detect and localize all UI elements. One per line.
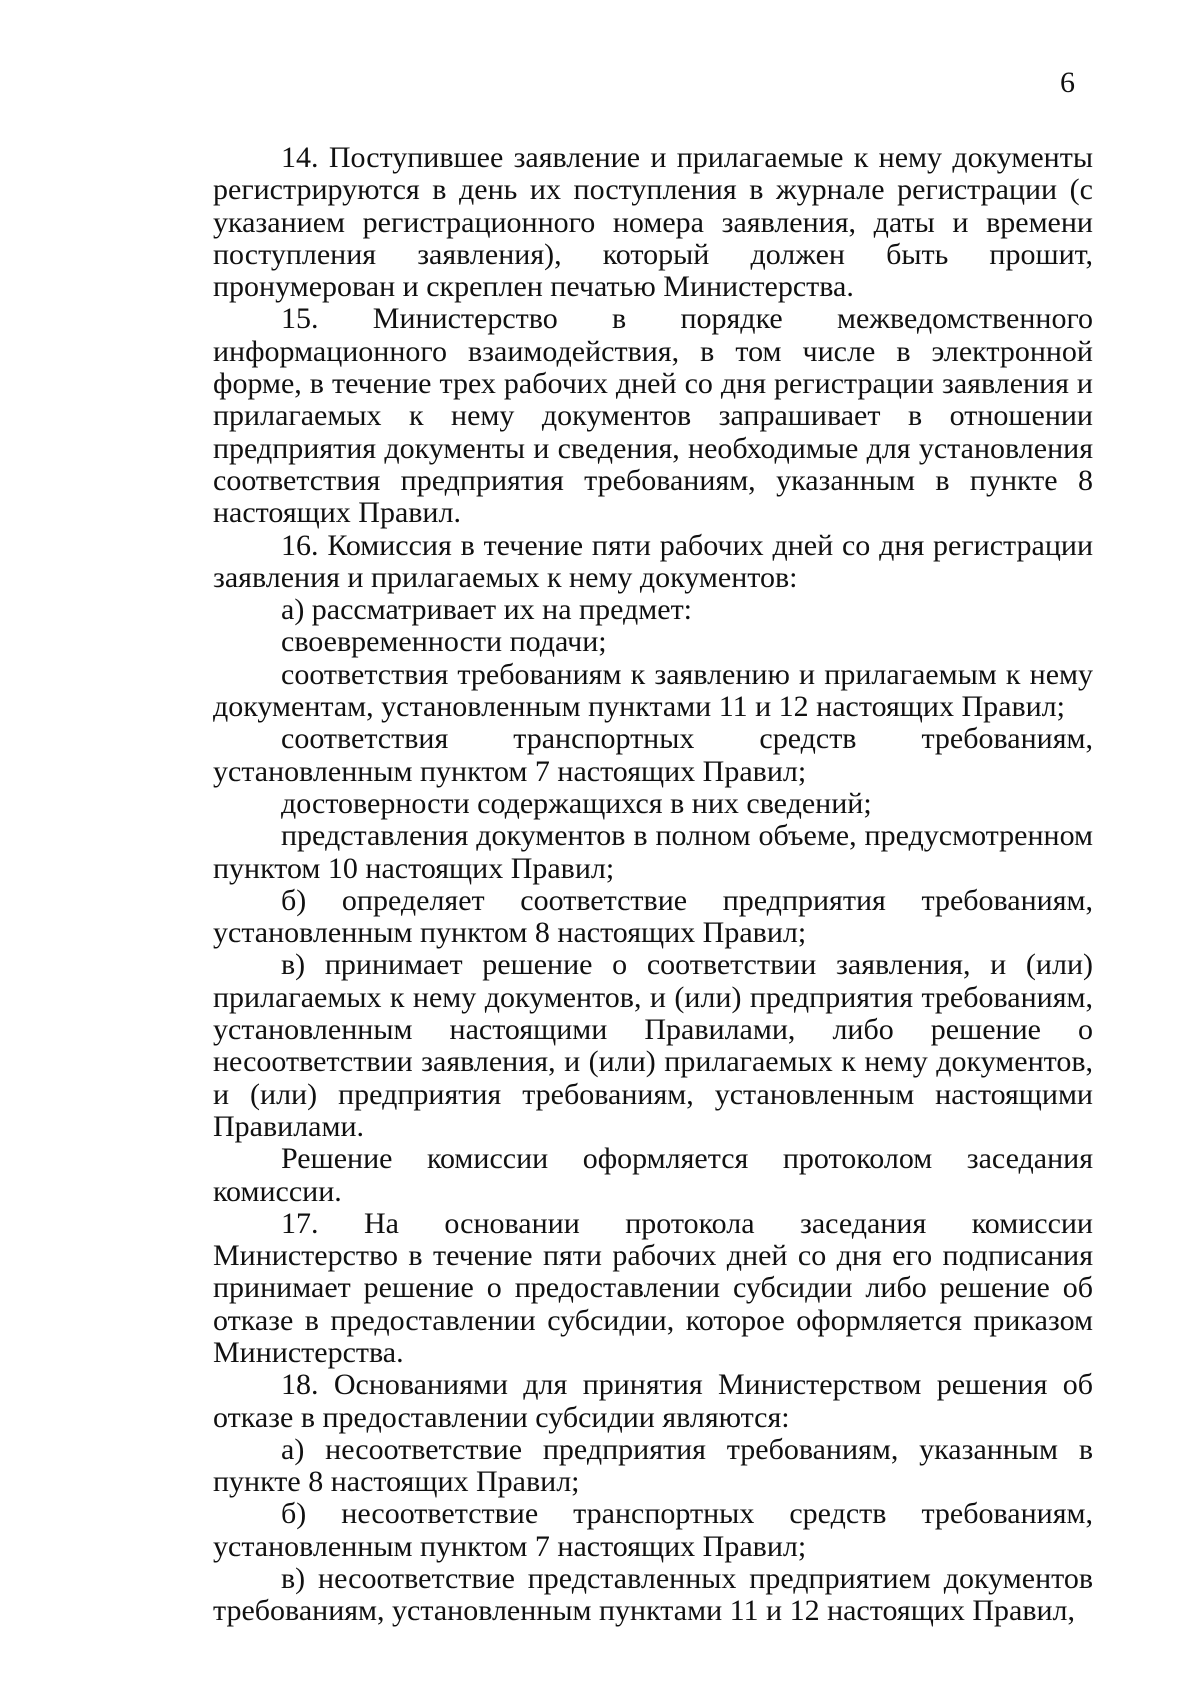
paragraph-16: 16. Комиссия в течение пяти рабочих дней со дня регистрации заявления и прилагаемых к нему документов:	[213, 528, 1093, 594]
paragraph-16a-item-3: соответствия транспортных средств требованиям, установленным пунктом 7 настоящих Правил;	[213, 722, 1093, 788]
paragraph-16a-item-4: достоверности содержащихся в них сведений;	[281, 786, 872, 820]
paragraph-18: 18. Основаниями для принятия Министерством решения об отказе в предоставлении субсидии являются:	[213, 1368, 1093, 1434]
paragraph-16a-item-1: своевременности подачи;	[281, 625, 607, 659]
paragraph-16b: б) определяет соответствие предприятия требованиям, установленным пунктом 8 настоящих Правил;	[213, 883, 1093, 950]
paragraph-16a: а) рассматривает их на предмет:	[281, 593, 693, 627]
paragraph-commission-decision: Решение комиссии оформляется протоколом заседания комиссии.	[213, 1142, 1093, 1208]
paragraph-18v: в) несоответствие представленных предприятием документов требованиям, установленным пунктами 11 и 12 настоящих Правил,	[213, 1562, 1093, 1628]
paragraph-15: 15. Министерство в порядке межведомственного информационного взаимодействия, в том числе в электронной форме, в течение трех рабочих дней со дня регистрации заявления и прилагаемых к нему документов запрашивает в отношении предприятия документы и сведения, необходимые для установления соответствия предприятия требованиям, указанным в пункте 8 настоящих Правил.	[213, 302, 1093, 530]
paragraph-17: 17. На основании протокола заседания комиссии Министерство в течение пяти рабочих дней со дня его подписания принимает решение о предоставлении субсидии либо решение об отказе в предоставлении субсидии, которое оформляется приказом Министерства.	[213, 1206, 1093, 1369]
paragraph-18b: б) несоответствие транспортных средств требованиям, установленным пунктом 7 настоящих Правил;	[213, 1497, 1093, 1563]
page-number: 6	[1060, 66, 1075, 99]
paragraph-16a-item-2: соответствия требованиям к заявлению и прилагаемым к нему документам, установленным пунктами 11 и 12 настоящих Правил;	[213, 657, 1093, 724]
paragraph-16a-item-5: представления документов в полном объеме, предусмотренном пунктом 10 настоящих Правил;	[213, 819, 1093, 885]
paragraph-16v: в) принимает решение о соответствии заявления, и (или) прилагаемых к нему документов, и (или) предприятия требованиям, установленным настоящими Правилами, либо решение о несоответствии заявления, и (или) прилагаемых к нему документов, и (или) предприятия требованиям, установленным настоящими Правилами.	[213, 948, 1093, 1143]
paragraph-14: 14. Поступившее заявление и прилагаемые к нему документы регистрируются в день их поступления в журнале регистрации (с указанием регистрационного номера заявления, даты и времени поступления заявления), который должен быть прошит, пронумерован и скреплен печатью Министерства.	[213, 141, 1093, 304]
document-body	[213, 142, 1093, 1628]
paragraph-18a: а) несоответствие предприятия требованиям, указанным в пункте 8 настоящих Правил;	[213, 1432, 1093, 1499]
